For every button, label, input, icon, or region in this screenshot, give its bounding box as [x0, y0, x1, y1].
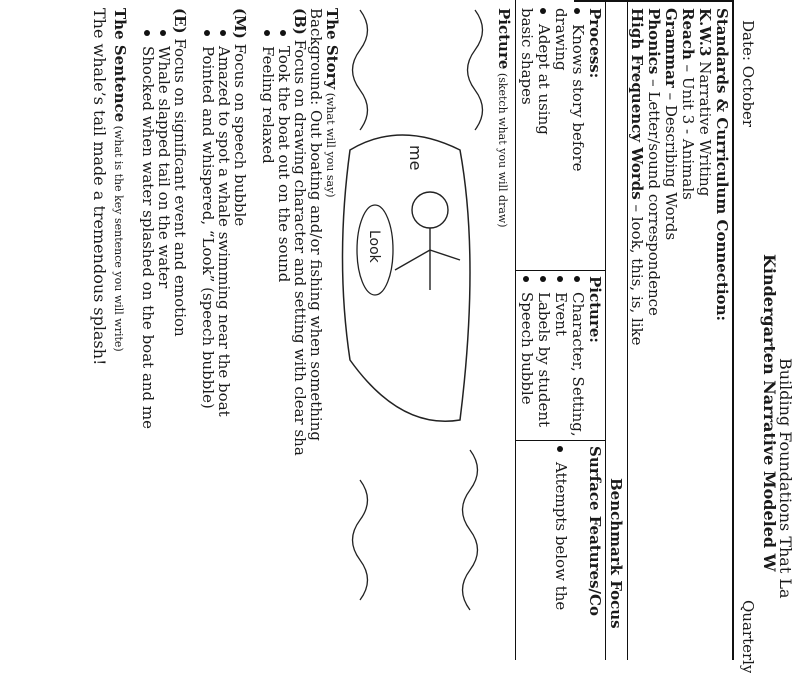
- story-e-item: Whale slapped tail on the water: [155, 30, 172, 288]
- picture-heading: Picture:: [586, 276, 604, 343]
- quarter-label: Quarterly: [739, 600, 757, 673]
- standards-item: Phonics – Letter/sound correspondence: [645, 8, 663, 316]
- story-b-item: Feeling relaxed: [259, 30, 276, 164]
- process-item: Adept at using basic shapes: [518, 8, 553, 135]
- sketch-label-me: me: [406, 145, 425, 171]
- standards-item: Reach – Unit 3 - Animals: [679, 8, 697, 200]
- picture-item: Character, Setting,: [569, 276, 586, 437]
- surface-item: Attempts below the: [552, 446, 569, 646]
- picture-item: Event: [552, 276, 569, 336]
- wave-line: [468, 10, 483, 130]
- surface-heading: Surface Features/Co: [586, 446, 604, 616]
- standards-item: Grammar – Describing Words: [662, 8, 680, 241]
- table-left-rule: [574, 0, 734, 2]
- story-m-line: (M) Focus on speech bubble: [231, 8, 249, 227]
- date-label: Date: October: [739, 20, 757, 128]
- benchmark-col-divider-1: [516, 270, 606, 271]
- standards-title: Standards & Curriculum Connection:: [713, 8, 731, 322]
- picture-section-label: Picture (sketch what you will draw): [495, 8, 513, 228]
- picture-item: Labels by student: [535, 276, 552, 427]
- story-e-line: (E) Focus on significant event and emotion: [171, 8, 189, 337]
- key-sentence: The whale’s tail made a tremendous splash!: [90, 8, 109, 366]
- story-b-item: Took the boat out on the sound: [275, 30, 292, 282]
- wave-line: [353, 10, 368, 130]
- standards-item: K.W.3 Narrative Writing: [696, 8, 714, 197]
- sketch-label-look: Look: [366, 230, 382, 263]
- boat-drawing: [343, 135, 471, 421]
- wave-line: [353, 480, 368, 600]
- student-sketch: [340, 0, 500, 660]
- picture-item: Speech bubble: [518, 276, 535, 405]
- story-background: Background: Out boating and/or fishing when something: [307, 8, 325, 441]
- benchmark-bottom-rule: [515, 0, 516, 660]
- story-e-item: Shocked when water splashed on the boat and me: [139, 30, 156, 429]
- sentence-label: The Sentence (what is the key sentence you will write): [111, 8, 129, 352]
- story-b-line: (B) Focus on drawing character and setting with clear sha: [291, 8, 309, 456]
- person-head: [412, 192, 448, 228]
- top-rule: [732, 0, 734, 660]
- process-heading: Process:: [586, 8, 604, 79]
- benchmark-top-rule: [627, 0, 628, 660]
- header-title-line2: Kindergarten Narrative Modeled W: [760, 254, 779, 572]
- benchmark-title: Benchmark Focus: [607, 478, 625, 629]
- story-m-item: Amazed to spot a whale swimming near the boat: [215, 30, 232, 417]
- story-m-item: Pointed and whispered, “Look” (speech bubble): [199, 30, 216, 409]
- header-title-line1: Building Foundations That La: [776, 358, 795, 599]
- person-arm: [395, 250, 430, 270]
- wave-line: [463, 450, 478, 610]
- story-label: The Story (what will you say): [323, 8, 341, 198]
- benchmark-col-divider-2: [516, 440, 606, 441]
- process-item: Knows story before drawing: [552, 8, 587, 172]
- person-arm: [430, 250, 460, 260]
- benchmark-sub-rule: [605, 0, 606, 660]
- standards-item: High Frequency Words – look, this, is, like: [628, 8, 646, 346]
